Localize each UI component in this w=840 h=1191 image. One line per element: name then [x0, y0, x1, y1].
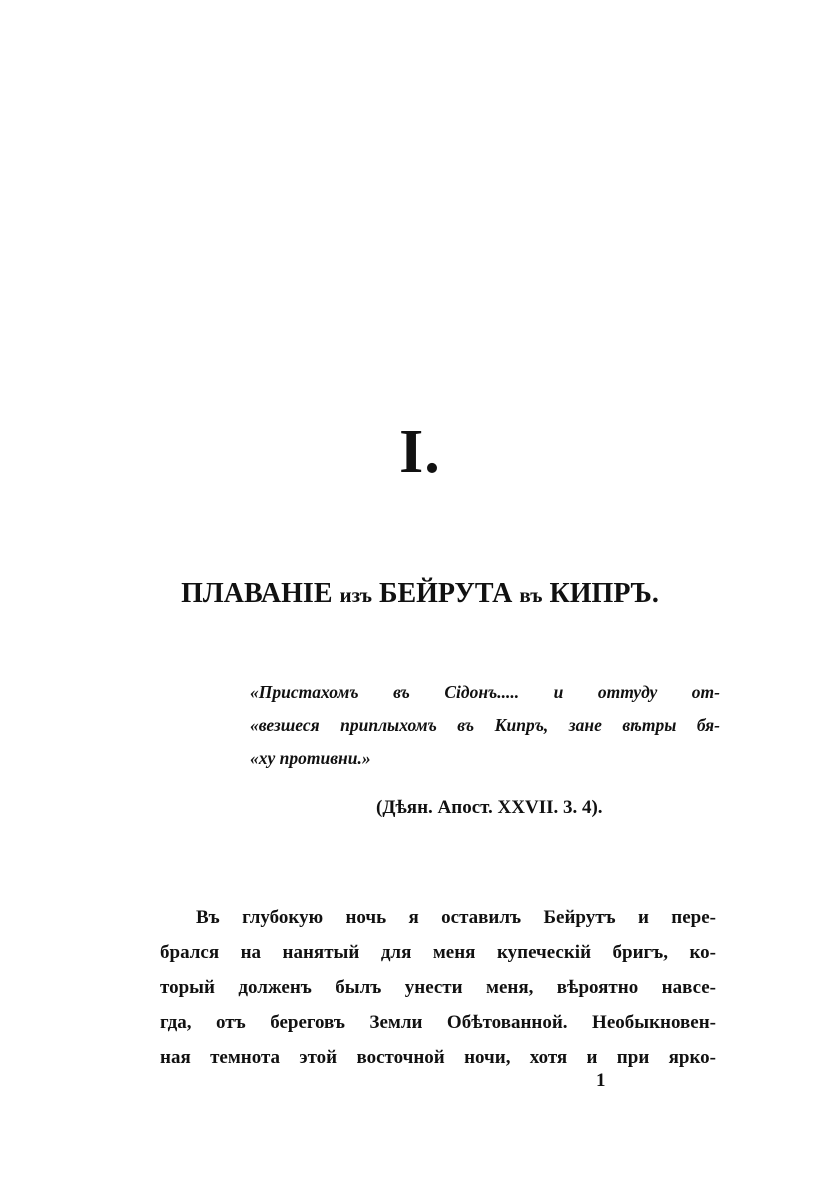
chapter-title-word: КИПРЪ. — [549, 578, 659, 609]
body-line: гда, отъ береговъ Земли Обѣтованной. Необыкновен- — [160, 1012, 716, 1033]
body-line: Въ глубокую ночь я оставилъ Бейрутъ и пере- — [196, 907, 716, 928]
page-number: 1 — [596, 1070, 606, 1091]
epigraph-line: «Пристахомъ въ Сідонъ..... и оттуду от- — [250, 682, 720, 702]
chapter-title-word: ПЛАВАНIE — [181, 578, 333, 609]
epigraph-line: «везшеся приплыхомъ въ Кипръ, зане вѣтры бя- — [250, 715, 720, 735]
body-text — [160, 900, 716, 1075]
body-line: торый долженъ былъ унести меня, вѣроятно навсе- — [160, 977, 716, 998]
body-line: ная темнота этой восточной ночи, хотя и при ярко- — [160, 1047, 716, 1068]
epigraph — [250, 676, 720, 775]
epigraph-line: «ху противни.» — [250, 748, 371, 768]
chapter-title-word: въ — [519, 583, 543, 607]
chapter-title — [100, 574, 740, 615]
chapter-title-word: изъ — [339, 583, 372, 607]
chapter-number: I. — [399, 418, 441, 486]
epigraph-source: (Дѣян. Апост. XXVII. 3. 4). — [376, 797, 603, 818]
chapter-title-word: БЕЙРУТА — [378, 578, 513, 609]
body-line: брался на нанятый для меня купеческій бригъ, ко- — [160, 942, 716, 963]
